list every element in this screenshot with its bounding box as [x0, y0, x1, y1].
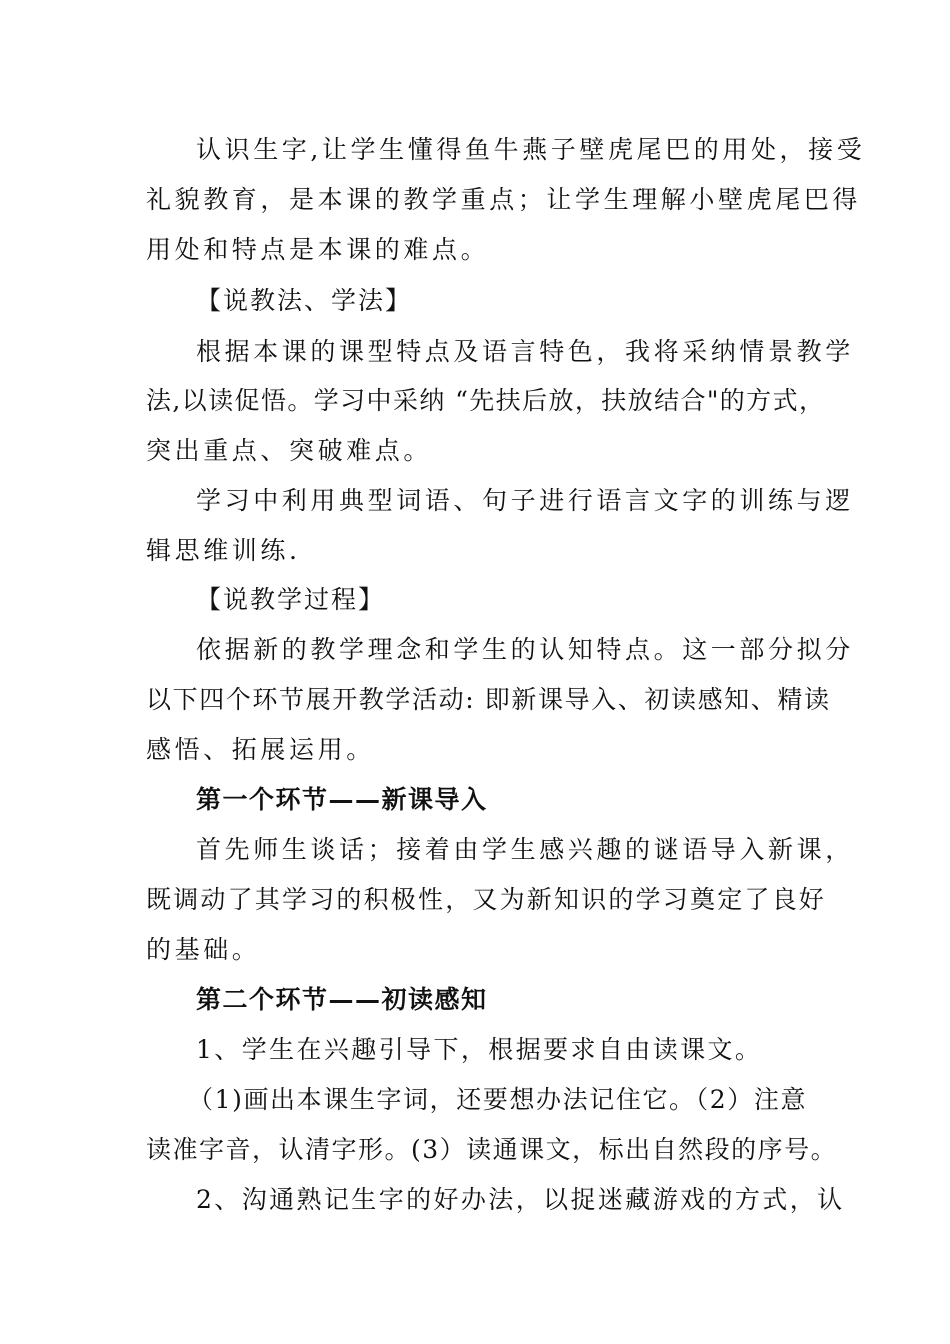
paragraph-line: 用处和特点是本课的难点。: [146, 235, 490, 264]
paragraph-line: 礼貌教育，是本课的教学重点；让学生理解小壁虎尾巴得: [146, 185, 862, 214]
paragraph-line: 以下四个环节展开教学活动: 即新课导入、初读感知、精读: [146, 685, 831, 714]
paragraph-line: 既调动了其学习的积极性，又为新知识的学习奠定了良好: [146, 885, 827, 914]
paragraph-line: 法,以读促悟。学习中采纳 “先扶后放，扶放结合"的方式，: [146, 386, 826, 415]
paragraph-line: 的基础。: [146, 935, 261, 964]
paragraph-line: 辑思维训练.: [146, 536, 301, 565]
section-heading: 【说教法、学法】: [196, 286, 413, 315]
section-heading: 第一个环节——新课导入: [196, 785, 488, 814]
paragraph-line: 读准字音，认清字形。(3）读通课文，标出自然段的序号。: [146, 1135, 838, 1164]
paragraph-line: 突出重点、突破难点。: [146, 436, 433, 465]
paragraph-line: 首先师生谈话；接着由学生感兴趣的谜语导入新课，: [196, 835, 854, 864]
paragraph-line: 1、学生在兴趣引导下，根据要求自由读课文。: [196, 1035, 763, 1064]
section-heading: 【说教学过程】: [196, 585, 386, 614]
paragraph-line: 学习中利用典型词语、句子进行语言文字的训练与逻: [196, 486, 854, 515]
paragraph-line: 感悟、拓展运用。: [146, 735, 375, 764]
paragraph-line: （1)画出本课生字词，还要想办法记住它。（2）注意: [188, 1085, 808, 1114]
paragraph-line: 2、沟通熟记生字的好办法，以捉迷藏游戏的方式，认: [196, 1185, 845, 1214]
paragraph-line: 认识生字,让学生懂得鱼牛燕子壁虎尾巴的用处，接受: [196, 135, 866, 164]
section-heading: 第二个环节——初读感知: [196, 985, 488, 1014]
paragraph-line: 依据新的教学理念和学生的认知特点。这一部分拟分: [196, 635, 854, 664]
paragraph-line: 根据本课的课型特点及语言特色，我将采纳情景教学: [196, 337, 854, 366]
